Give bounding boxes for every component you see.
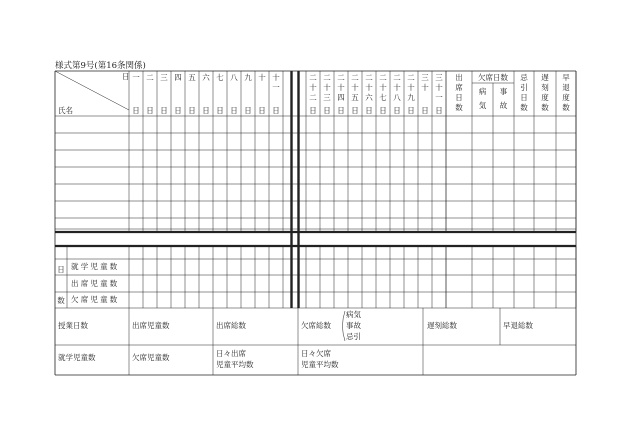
avg-absent-label-2: 児童平均数 bbox=[301, 360, 339, 369]
day-suffix-28: 日 bbox=[393, 106, 401, 115]
day-suffix-6: 日 bbox=[202, 106, 210, 115]
absent-sick-header: 気 bbox=[478, 101, 487, 110]
corner-name-label: 氏名 bbox=[58, 106, 73, 115]
day-header-28: 二 bbox=[393, 73, 401, 82]
day-header-11: 一 bbox=[272, 83, 280, 92]
day-suffix-22: 日 bbox=[309, 106, 317, 115]
total-present-label: 出席総数 bbox=[216, 321, 246, 330]
day-header-1: 一 bbox=[132, 73, 140, 82]
day-header-25: 十 bbox=[351, 83, 359, 92]
day-header-27: 二 bbox=[379, 73, 387, 82]
day-suffix-23: 日 bbox=[323, 106, 331, 115]
day-header-9: 九 bbox=[244, 73, 252, 82]
day-header-24: 十 bbox=[337, 83, 345, 92]
present-days-header: 出 bbox=[455, 73, 463, 82]
present-days-header: 席 bbox=[455, 83, 463, 92]
day-header-24: 四 bbox=[337, 93, 345, 102]
day-header-5: 五 bbox=[188, 73, 196, 82]
absent-children-label: 欠席児童数 bbox=[132, 353, 170, 362]
present-days-header: 日 bbox=[455, 93, 463, 102]
absent-reason-1: 病気 bbox=[346, 310, 361, 319]
day-header-27: 十 bbox=[379, 83, 387, 92]
present-children-label: 出席児童数 bbox=[132, 321, 170, 330]
absent-reason-3: 忌引 bbox=[346, 332, 361, 341]
corner-day-label: 日 bbox=[122, 72, 130, 81]
day-suffix-9: 日 bbox=[244, 106, 252, 115]
day-header-11: 十 bbox=[272, 73, 280, 82]
day-header-22: 二 bbox=[309, 73, 317, 82]
day-header-31: 一 bbox=[435, 93, 443, 102]
day-header-31: 三 bbox=[435, 73, 443, 82]
excused-days-header: 引 bbox=[520, 83, 528, 92]
late-count-header: 数 bbox=[541, 103, 549, 112]
total-late-label: 遅刻総数 bbox=[427, 321, 457, 330]
day-header-25: 二 bbox=[351, 73, 359, 82]
early-count-header: 早 bbox=[562, 73, 570, 82]
day-suffix-10: 日 bbox=[258, 106, 266, 115]
day-suffix-3: 日 bbox=[160, 106, 168, 115]
early-count-header: 度 bbox=[562, 93, 570, 102]
day-header-28: 八 bbox=[393, 93, 401, 102]
enrolled-label: 就学児童数 bbox=[58, 353, 96, 362]
day-header-3: 三 bbox=[160, 73, 168, 82]
absent-days-header: 欠席日数 bbox=[478, 73, 508, 82]
day-header-28: 十 bbox=[393, 83, 401, 92]
day-suffix-30: 日 bbox=[421, 106, 429, 115]
lessons-label: 授業日数 bbox=[58, 321, 88, 330]
day-header-22: 二 bbox=[309, 93, 317, 102]
absent-accident-header: 事 bbox=[499, 87, 508, 96]
form-title: 様式第9号(第16条関係) bbox=[55, 61, 146, 71]
day-header-22: 十 bbox=[309, 83, 317, 92]
late-count-header: 遅 bbox=[541, 73, 549, 82]
day-side-label-bottom: 数 bbox=[57, 296, 65, 305]
absent-reason-2: 事故 bbox=[346, 321, 361, 330]
day-header-29: 九 bbox=[407, 93, 415, 102]
day-header-8: 八 bbox=[230, 73, 238, 82]
day-header-30: 十 bbox=[421, 83, 429, 92]
day-header-26: 六 bbox=[365, 93, 373, 102]
day-header-10: 十 bbox=[258, 73, 266, 82]
day-header-27: 七 bbox=[379, 93, 387, 102]
total-early-label: 早退総数 bbox=[503, 321, 533, 330]
early-count-header: 退 bbox=[562, 83, 570, 92]
count-row-label-1: 就学児童数 bbox=[71, 262, 120, 271]
late-count-header: 度 bbox=[541, 93, 549, 102]
day-header-24: 二 bbox=[337, 73, 345, 82]
day-suffix-11: 日 bbox=[272, 106, 280, 115]
day-suffix-24: 日 bbox=[337, 106, 345, 115]
avg-absent-label-1: 日々欠席 bbox=[301, 349, 331, 358]
day-suffix-7: 日 bbox=[216, 106, 224, 115]
reason-bracket bbox=[343, 311, 346, 341]
avg-present-label-2: 児童平均数 bbox=[216, 360, 254, 369]
day-suffix-25: 日 bbox=[351, 106, 359, 115]
day-header-7: 七 bbox=[216, 73, 224, 82]
day-header-30: 三 bbox=[421, 73, 429, 82]
excused-days-header: 数 bbox=[520, 103, 528, 112]
day-suffix-29: 日 bbox=[407, 106, 415, 115]
day-header-25: 五 bbox=[351, 93, 359, 102]
day-header-26: 十 bbox=[365, 83, 373, 92]
day-header-4: 四 bbox=[174, 73, 182, 82]
total-absent-label: 欠席総数 bbox=[301, 321, 331, 330]
excused-days-header: 忌 bbox=[520, 73, 528, 82]
day-suffix-27: 日 bbox=[379, 106, 387, 115]
count-row-label-3: 欠席児童数 bbox=[71, 295, 120, 304]
day-suffix-1: 日 bbox=[132, 106, 140, 115]
excused-days-header: 日 bbox=[520, 93, 528, 102]
day-suffix-31: 日 bbox=[435, 106, 443, 115]
day-header-23: 十 bbox=[323, 83, 331, 92]
day-header-2: 二 bbox=[146, 73, 154, 82]
avg-present-label-1: 日々出席 bbox=[216, 349, 246, 358]
day-header-31: 十 bbox=[435, 83, 443, 92]
day-header-26: 二 bbox=[365, 73, 373, 82]
present-days-header: 数 bbox=[455, 103, 463, 112]
day-header-23: 二 bbox=[323, 73, 331, 82]
day-header-29: 十 bbox=[407, 83, 415, 92]
count-row-label-2: 出席児童数 bbox=[71, 279, 120, 288]
day-suffix-26: 日 bbox=[365, 106, 373, 115]
late-count-header: 刻 bbox=[541, 83, 549, 92]
day-header-29: 二 bbox=[407, 73, 415, 82]
day-suffix-8: 日 bbox=[230, 106, 238, 115]
day-header-6: 六 bbox=[202, 73, 210, 82]
day-suffix-2: 日 bbox=[146, 106, 154, 115]
corner-diagonal bbox=[55, 71, 129, 110]
absent-sick-header: 病 bbox=[478, 87, 487, 96]
day-header-23: 三 bbox=[323, 93, 331, 102]
absent-accident-header: 故 bbox=[499, 101, 508, 110]
day-suffix-4: 日 bbox=[174, 106, 182, 115]
day-suffix-5: 日 bbox=[188, 106, 196, 115]
day-side-label-top: 日 bbox=[57, 265, 65, 274]
early-count-header: 数 bbox=[562, 103, 570, 112]
